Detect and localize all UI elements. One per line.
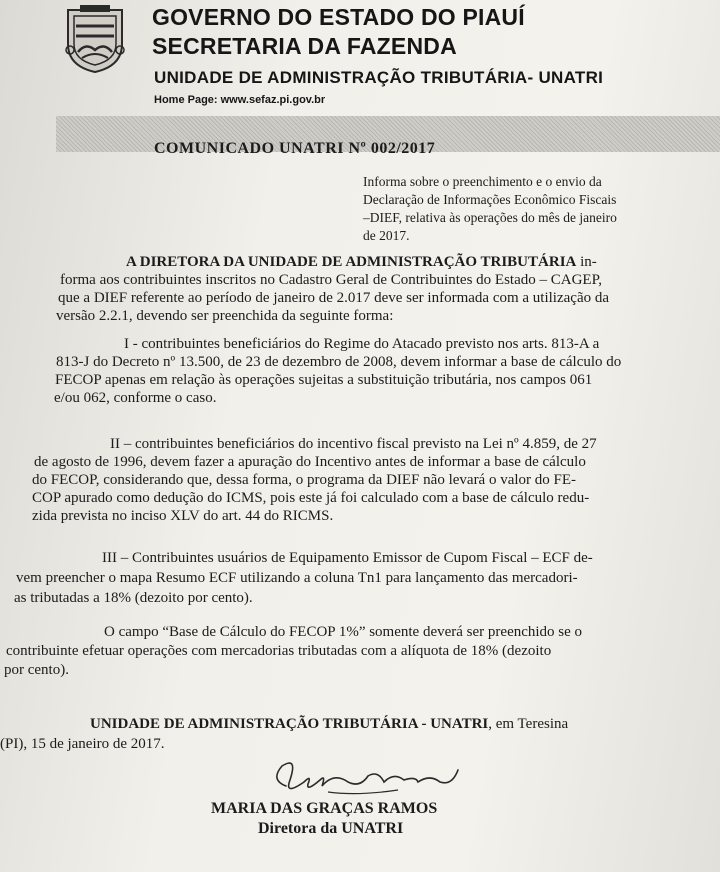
intro-line: versão 2.2.1, devendo ser preenchida da seguinte forma: xyxy=(56,308,394,324)
intro-line: que a DIEF referente ao período de janeiro de 2.017 deve ser informada com a utilização da xyxy=(58,290,610,306)
item-2-line: do FECOP, considerando que, dessa forma, o programa da DIEF não levará o valor do FE- xyxy=(32,472,577,488)
abstract-line: Declaração de Informações Econômico Fiscais xyxy=(363,192,617,207)
item-1-line: I - contribuintes beneficiários do Regime do Atacado previsto nos arts. 813-A a xyxy=(124,336,600,352)
item-2-line: II – contribuintes beneficiários do incentivo fiscal previsto na Lei nº 4.859, de 27 xyxy=(110,436,597,452)
closing-date: (PI), 15 de janeiro de 2017. xyxy=(0,736,165,752)
homepage-line: Home Page: www.sefaz.pi.gov.br xyxy=(154,94,326,106)
intro-heading-tail: in- xyxy=(576,254,597,270)
closing-place: , em Teresina xyxy=(488,716,569,732)
document-title: COMUNICADO UNATRI Nº 002/2017 xyxy=(154,140,436,157)
abstract-line: de 2017. xyxy=(363,228,410,243)
state-seal-icon xyxy=(62,4,128,74)
item-2-line: COP apurado como dedução do ICMS, pois este já foi calculado com a base de cálculo redu- xyxy=(32,490,590,506)
item-3-line: vem preencher o mapa Resumo ECF utilizando a coluna Tn1 para lançamento das mercadori- xyxy=(16,570,578,586)
intro-line: forma aos contribuintes inscritos no Cadastro Geral de Contribuintes do Estado – CAGEP, xyxy=(60,272,602,288)
item-1-line: e/ou 062, conforme o caso. xyxy=(54,390,217,406)
item-1-line: 813-J do Decreto nº 13.500, de 23 de dezembro de 2008, devem informar a base de cálculo do xyxy=(56,354,622,370)
item-3-line: as tributadas a 18% (dezoito por cento). xyxy=(14,590,253,606)
signatory-title: Diretora da UNATRI xyxy=(258,820,404,837)
signatory-name: MARIA DAS GRAÇAS RAMOS xyxy=(211,800,438,817)
item-3-line: III – Contribuintes usuários de Equipamento Emissor de Cupom Fiscal – ECF de- xyxy=(102,550,593,566)
intro-heading: A DIRETORA DA UNIDADE DE ADMINISTRAÇÃO TRIBUTÁRIA xyxy=(126,254,577,270)
item-2-line: zida prevista no inciso XLV do art. 44 do RICMS. xyxy=(32,508,334,524)
fecop-note-line: contribuinte efetuar operações com mercadorias tributadas com a alíquota de 18% (dezoito xyxy=(6,643,552,659)
secretariat-title: SECRETARIA DA FAZENDA xyxy=(152,33,457,59)
fecop-note-line: O campo “Base de Cálculo do FECOP 1%” somente deverá ser preenchido se o xyxy=(104,624,583,640)
government-title: GOVERNO DO ESTADO DO PIAUÍ xyxy=(152,4,525,30)
intro-heading-line xyxy=(126,254,597,271)
abstract-line: Informa sobre o preenchimento e o envio da xyxy=(363,174,602,189)
item-2-line: de agosto de 1996, devem fazer a apuração do Incentivo antes de informar a base de cálculo xyxy=(34,454,586,470)
item-1-line: FECOP apenas em relação às operações sujeitas a substituição tributária, nos campos 061 xyxy=(55,372,593,388)
closing-line xyxy=(90,716,568,733)
unit-title: UNIDADE DE ADMINISTRAÇÃO TRIBUTÁRIA- UNATRI xyxy=(154,68,604,87)
abstract-line: –DIEF, relativa às operações do mês de janeiro xyxy=(363,210,617,225)
closing-unit: UNIDADE DE ADMINISTRAÇÃO TRIBUTÁRIA - UNATRI xyxy=(90,716,489,732)
fecop-note-line: por cento). xyxy=(4,662,69,678)
